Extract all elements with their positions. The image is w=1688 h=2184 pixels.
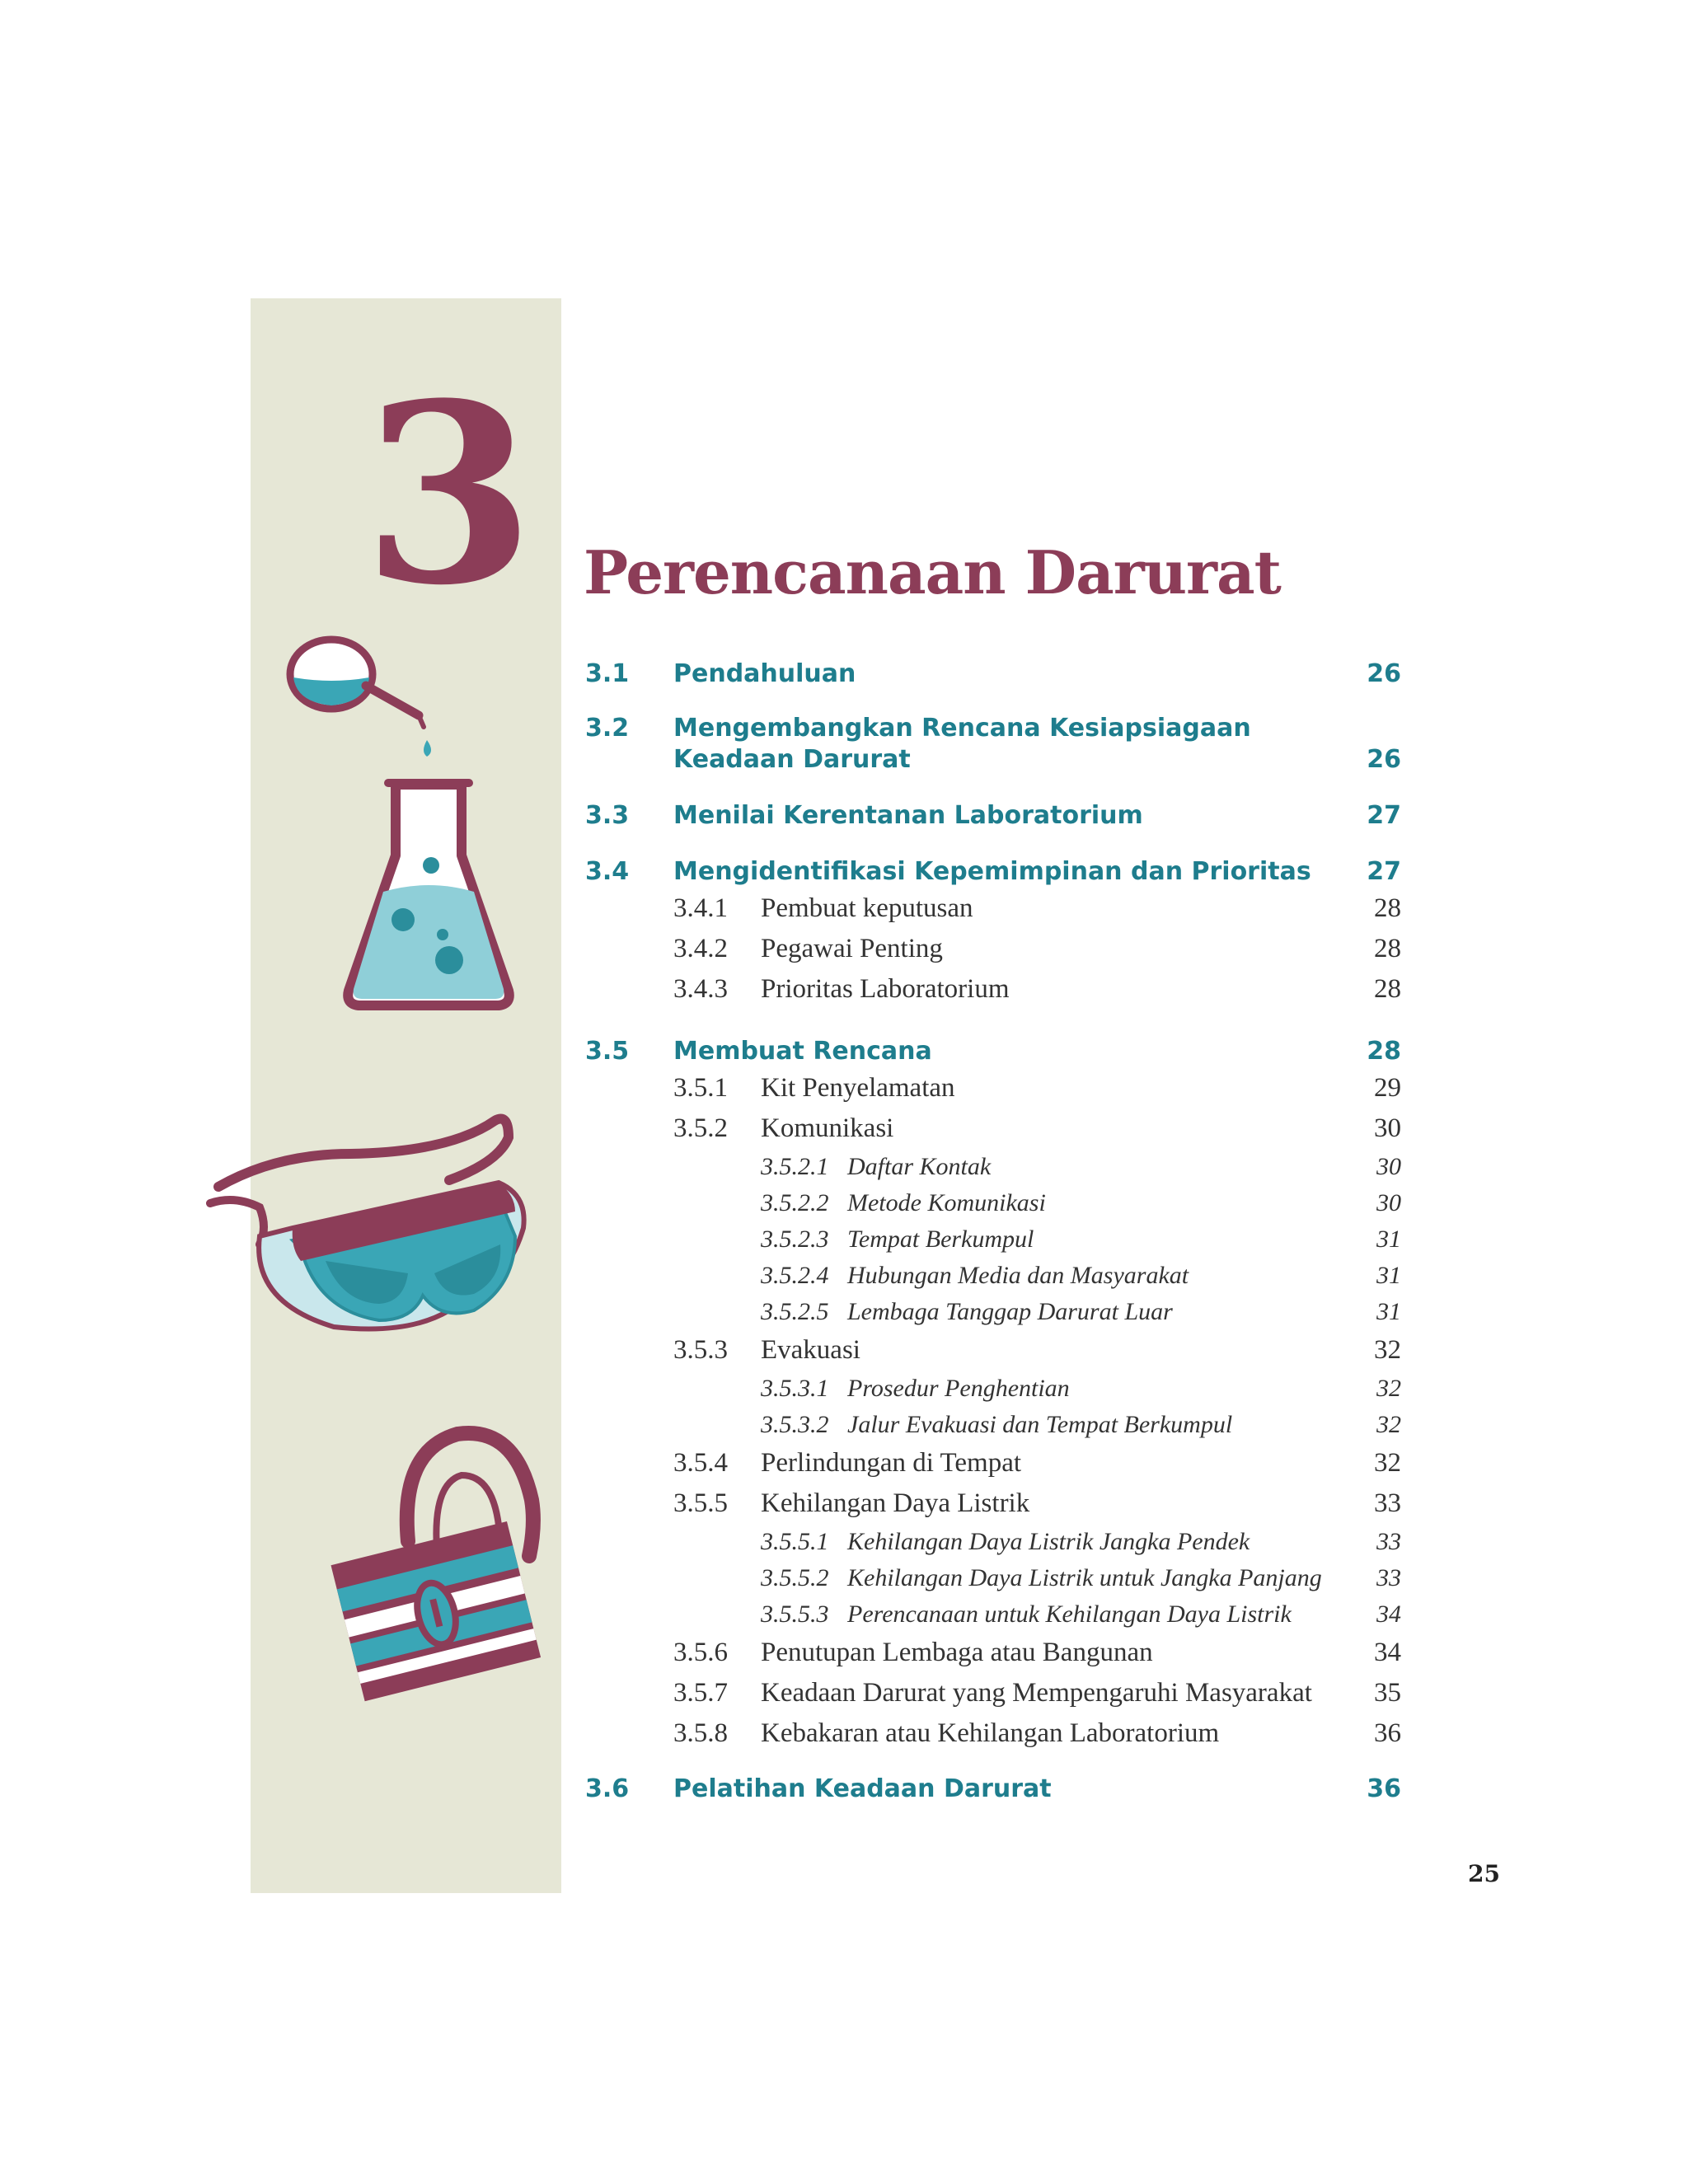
toc-page: 30 [1376, 1153, 1401, 1180]
toc-title: Komunikasi [761, 1113, 894, 1143]
toc-number: 3.5.5.1 [761, 1528, 829, 1555]
toc-page: 28 [1374, 893, 1401, 923]
toc-page: 36 [1374, 1718, 1401, 1748]
toc-page: 31 [1376, 1298, 1401, 1325]
toc-title: Tempat Berkumpul [847, 1226, 1034, 1253]
toc-title: Pelatihan Keadaan Darurat [673, 1774, 1052, 1803]
page-number: 25 [1468, 1860, 1500, 1887]
toc-page: 33 [1376, 1528, 1401, 1555]
toc-entry-3-5-8[interactable] [585, 1717, 1409, 1750]
toc-number: 3.4.1 [673, 893, 728, 923]
toc-entry-3-5-6[interactable] [585, 1636, 1409, 1669]
chapter-title: Perencanaan Darurat [584, 537, 1281, 607]
toc-entry-3-6[interactable] [585, 1773, 1409, 1806]
toc-entry-3-3[interactable] [585, 799, 1409, 832]
toc-number: 3.4.3 [673, 974, 728, 1004]
toc-number: 3.4 [585, 857, 630, 886]
toc-entry-3-5-2-2[interactable] [585, 1188, 1409, 1218]
toc-entry-3-5-3-1[interactable] [585, 1374, 1409, 1404]
toc-title: Pendahuluan [673, 659, 856, 688]
toc-entry-3-5-4[interactable] [585, 1446, 1409, 1479]
toc-page: 27 [1367, 801, 1401, 830]
toc-page: 34 [1374, 1638, 1401, 1667]
flask-icon [334, 775, 523, 1022]
toc-number: 3.5.2.4 [761, 1262, 829, 1289]
toc-entry-3-5-7[interactable] [585, 1676, 1409, 1709]
toc-number: 3.5.1 [673, 1073, 728, 1103]
toc-title: Keadaan Darurat yang Mempengaruhi Masyarakat [761, 1678, 1312, 1708]
toc-page: 32 [1376, 1375, 1401, 1402]
toc-title: Kehilangan Daya Listrik untuk Jangka Panjang [847, 1564, 1322, 1591]
toc-number: 3.1 [585, 659, 630, 688]
toc-page: 30 [1374, 1113, 1401, 1143]
toc-entry-3-4-1[interactable] [585, 892, 1409, 925]
toc-number: 3.2 [585, 714, 630, 743]
toc-number: 3.3 [585, 801, 630, 830]
toc-number: 3.5.2.5 [761, 1298, 829, 1325]
toc-title: Kehilangan Daya Listrik [761, 1488, 1030, 1518]
toc-entry-3-4-3[interactable] [585, 972, 1409, 1005]
toc-number: 3.5.2.3 [761, 1226, 829, 1253]
toc-page: 33 [1376, 1564, 1401, 1591]
toc-title: Mengembangkan Rencana Kesiapsiagaan [673, 714, 1251, 743]
toc-entry-3-5-1[interactable] [585, 1071, 1409, 1104]
toc-entry-3-5-5-3[interactable] [585, 1600, 1409, 1629]
toc-title-line-2: Keadaan Darurat [673, 745, 911, 774]
toc-title: Pegawai Penting [761, 934, 943, 963]
toc-number: 3.5.2 [673, 1113, 728, 1143]
toc-title: Metode Komunikasi [847, 1189, 1046, 1216]
toc-page: 26 [1367, 659, 1401, 688]
toc-number: 3.5.3 [673, 1335, 728, 1365]
toc-number: 3.5.6 [673, 1638, 728, 1667]
toc-page: 28 [1374, 974, 1401, 1004]
toc-number: 3.5.5.3 [761, 1601, 829, 1628]
toc-page: 29 [1374, 1073, 1401, 1103]
toc-title: Kit Penyelamatan [761, 1073, 955, 1103]
toc-title: Prioritas Laboratorium [761, 974, 1010, 1004]
toc-title: Prosedur Penghentian [847, 1375, 1070, 1402]
toc-number: 3.5.2.2 [761, 1189, 829, 1216]
toc-title: Pembuat keputusan [761, 893, 973, 923]
toc-title: Membuat Rencana [673, 1037, 932, 1066]
toc-page: 32 [1374, 1335, 1401, 1365]
toc-number: 3.6 [585, 1774, 630, 1803]
toc-entry-3-5-5-1[interactable] [585, 1527, 1409, 1557]
toc-entry-3-5-2-3[interactable] [585, 1225, 1409, 1254]
toc-entry-3-1[interactable] [585, 658, 1409, 691]
toc-page: 31 [1376, 1226, 1401, 1253]
padlock-icon [313, 1418, 552, 1714]
toc-entry-3-4[interactable] [585, 855, 1409, 888]
toc-entry-3-5-2-5[interactable] [585, 1297, 1409, 1327]
toc-title: Menilai Kerentanan Laboratorium [673, 801, 1143, 830]
toc-entry-3-5-3-2[interactable] [585, 1410, 1409, 1440]
toc-title: Mengidentifikasi Kepemimpinan dan Prioritas [673, 857, 1311, 886]
toc-page: 31 [1376, 1262, 1401, 1289]
toc-page: 33 [1374, 1488, 1401, 1518]
toc-number: 3.5.4 [673, 1448, 728, 1478]
toc-number: 3.5.2.1 [761, 1153, 829, 1180]
toc-title: Evakuasi [761, 1335, 860, 1365]
toc-title: Kehilangan Daya Listrik Jangka Pendek [847, 1528, 1250, 1555]
toc-number: 3.5.5 [673, 1488, 728, 1518]
toc-entry-3-5-5-2[interactable] [585, 1563, 1409, 1593]
toc-number: 3.5.3.1 [761, 1375, 829, 1402]
toc-page: 32 [1376, 1411, 1401, 1438]
toc-number: 3.5.7 [673, 1678, 728, 1708]
toc-title: Penutupan Lembaga atau Bangunan [761, 1638, 1153, 1667]
toc-number: 3.5 [585, 1037, 630, 1066]
toc-page: 27 [1367, 857, 1401, 886]
toc-entry-3-5-5[interactable] [585, 1487, 1409, 1520]
toc-number: 3.5.3.2 [761, 1411, 829, 1438]
toc-entry-3-5-2-4[interactable] [585, 1261, 1409, 1291]
toc-title: Daftar Kontak [847, 1153, 992, 1180]
toc-page: 34 [1376, 1601, 1401, 1628]
toc-title: Hubungan Media dan Masyarakat [847, 1262, 1189, 1289]
toc-entry-3-5-3[interactable] [585, 1333, 1409, 1366]
toc-entry-3-5[interactable] [585, 1035, 1409, 1068]
toc-title: Jalur Evakuasi dan Tempat Berkumpul [847, 1411, 1233, 1438]
toc-page: 35 [1374, 1678, 1401, 1708]
toc-page: 32 [1374, 1448, 1401, 1478]
toc-entry-3-5-2-1[interactable] [585, 1152, 1409, 1182]
toc-title: Kebakaran atau Kehilangan Laboratorium [761, 1718, 1220, 1748]
toc-page: 26 [1367, 745, 1401, 774]
toc-number: 3.5.8 [673, 1718, 728, 1748]
goggles-icon [202, 1104, 556, 1352]
toc-entry-3-5-2[interactable] [585, 1112, 1409, 1145]
toc-title: Lembaga Tanggap Darurat Luar [847, 1298, 1173, 1325]
toc-entry-3-4-2[interactable] [585, 932, 1409, 965]
toc-number: 3.5.5.2 [761, 1564, 829, 1591]
pipette-icon [280, 626, 462, 775]
toc-page: 28 [1374, 934, 1401, 963]
toc-entry-3-2[interactable] [585, 712, 1409, 778]
toc-title: Perlindungan di Tempat [761, 1448, 1022, 1478]
toc-title: Perencanaan untuk Kehilangan Daya Listrik [847, 1601, 1292, 1628]
chapter-number: 3 [363, 349, 535, 640]
toc-number: 3.4.2 [673, 934, 728, 963]
toc-page: 30 [1376, 1189, 1401, 1216]
toc-page: 28 [1367, 1037, 1401, 1066]
toc-page: 36 [1367, 1774, 1401, 1803]
